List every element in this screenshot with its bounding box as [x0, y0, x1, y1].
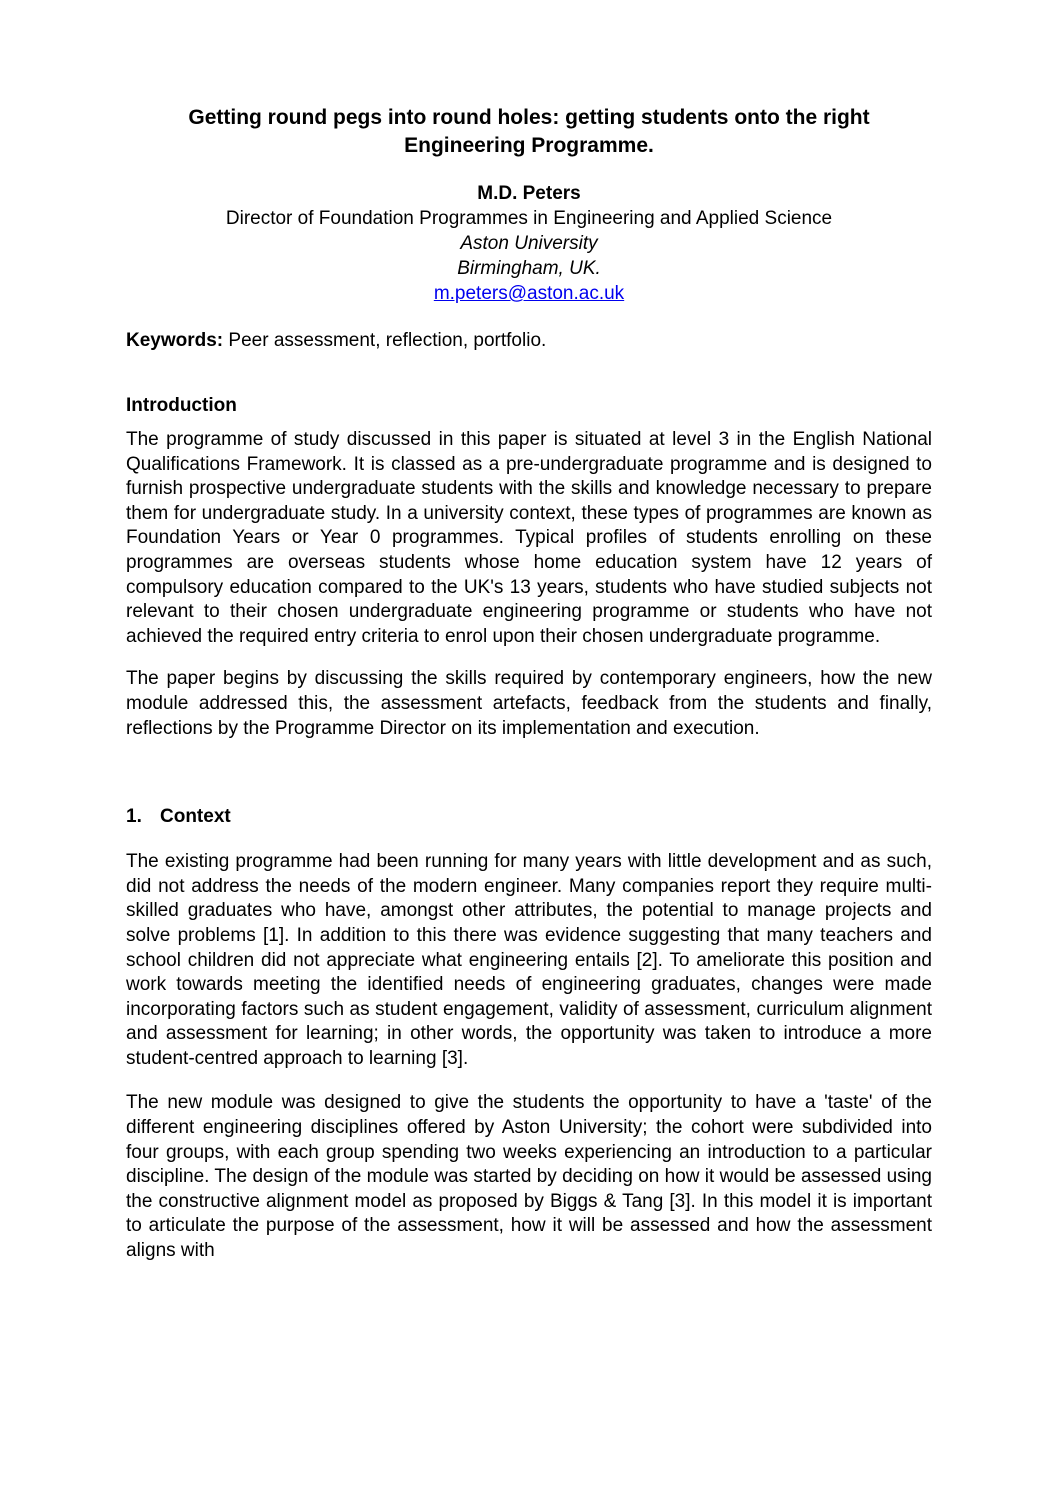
context-paragraph: The new module was designed to give the students the opportunity to have a 'taste' of the different engineering disciplines offered by Aston University; the cohort were subdivided into four groups, with each group spending two weeks experiencing an introduction to a particular discipline. The design of the module was started by deciding on how it would be assessed using the constructive alignment model as proposed by Biggs & Tang [3]. In this model it is important to articulate the purpose of the assessment, how it will be assessed and how the assessment aligns with	[126, 1092, 932, 1262]
author-block	[126, 181, 932, 306]
keywords-label: Keywords:	[126, 330, 224, 351]
author-location: Birmingham, UK.	[457, 258, 601, 279]
section-title: Context	[160, 806, 231, 828]
author-position: Director of Foundation Programmes in Engineering and Applied Science	[225, 208, 833, 229]
paper-page	[126, 104, 932, 1264]
introduction-paragraph: The programme of study discussed in this paper is situated at level 3 in the English National Qualifications Framework. It is classed as a pre-undergraduate programme and is designed to furnish prospective undergraduate students with the skills and knowledge necessary to prepare them for undergraduate study. In a university context, these types of programmes are known as Foundation Years or Year 0 programmes. Typical profiles of students enrolling on these programmes are overseas students whose home education system have 12 years of compulsory education compared to the UK's 13 years, students who have studied subjects not relevant to their chosen undergraduate engineering programme or students who have not achieved the required entry criteria to enrol upon their chosen undergraduate programme.	[126, 429, 932, 647]
section-number: 1.	[126, 806, 142, 828]
author-institution: Aston University	[460, 233, 598, 254]
introduction-heading: Introduction	[126, 395, 237, 416]
context-heading	[126, 804, 932, 829]
paper-title: Getting round pegs into round holes: getting students onto the right Engineering Programme.	[188, 106, 870, 157]
introduction-paragraph: The paper begins by discussing the skills required by contemporary engineers, how the new module addressed this, the assessment artefacts, feedback from the students and finally, reflections by the Programme Director on its implementation and execution.	[126, 668, 932, 739]
author-name: M.D. Peters	[477, 183, 581, 204]
context-paragraph: The existing programme had been running for many years with little development and as such, did not address the needs of the modern engineer. Many companies report they require multi-skilled graduates who have, amongst other attributes, the potential to manage projects and solve problems [1]. In addition to this there was evidence suggesting that many teachers and school children did not appreciate what engineering entails [2]. To ameliorate this position and work towards meeting the identified needs of engineering graduates, changes were made incorporating factors such as student engagement, validity of assessment, curriculum alignment and assessment for learning; in other words, the opportunity was taken to introduce a more student-centred approach to learning [3].	[126, 851, 932, 1069]
author-email-link[interactable]: m.peters@aston.ac.uk	[433, 283, 625, 304]
keywords-line	[126, 328, 932, 353]
keywords-text: Peer assessment, reflection, portfolio.	[228, 330, 547, 351]
